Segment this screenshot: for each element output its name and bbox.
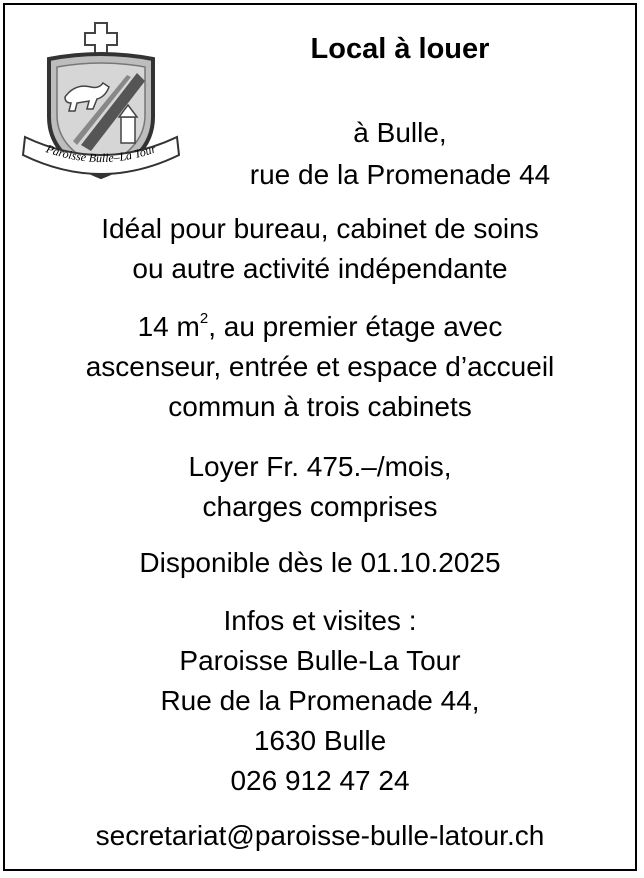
logo-ribbon-text: Paroisse Bulle–La Tour [44, 141, 158, 166]
contact-city: 1630 Bulle [253, 725, 387, 756]
ideal-use-block [5, 209, 635, 289]
location-town: à Bulle, [353, 117, 447, 148]
contact-phone: 026 912 47 24 [230, 765, 410, 796]
surface-block [5, 307, 635, 427]
rent-block [5, 447, 635, 527]
location-street: rue de la Promenade 44 [249, 159, 551, 190]
surface-line-3: commun à trois cabinets [168, 391, 472, 422]
ideal-use-line-2: ou autre activité indépendante [132, 253, 508, 284]
parish-crest-logo [19, 17, 183, 191]
availability: Disponible dès le 01.10.2025 [139, 547, 501, 578]
ad-title: Local à louer [310, 33, 490, 65]
contact-street: Rue de la Promenade 44, [160, 685, 480, 716]
surface-floor: , au premier étage avec [208, 311, 503, 342]
location-block [175, 112, 625, 196]
contact-block [5, 601, 635, 801]
rent-charges: charges comprises [202, 491, 438, 522]
rent-amount: Loyer Fr. 475.–/mois, [188, 451, 452, 482]
surface-line-2: ascenseur, entrée et espace d’accueil [85, 351, 555, 382]
surface-area-exponent: 2 [199, 309, 209, 327]
ad-frame [3, 3, 637, 871]
surface-line-1 [5, 307, 635, 347]
surface-area: 14 m [137, 311, 200, 342]
ideal-use-line-1: Idéal pour bureau, cabinet de soins [101, 213, 539, 244]
contact-email[interactable]: secretariat@paroisse-bulle-latour.ch [95, 820, 545, 851]
contact-name: Paroisse Bulle-La Tour [179, 645, 461, 676]
contact-heading: Infos et visites : [223, 605, 417, 636]
